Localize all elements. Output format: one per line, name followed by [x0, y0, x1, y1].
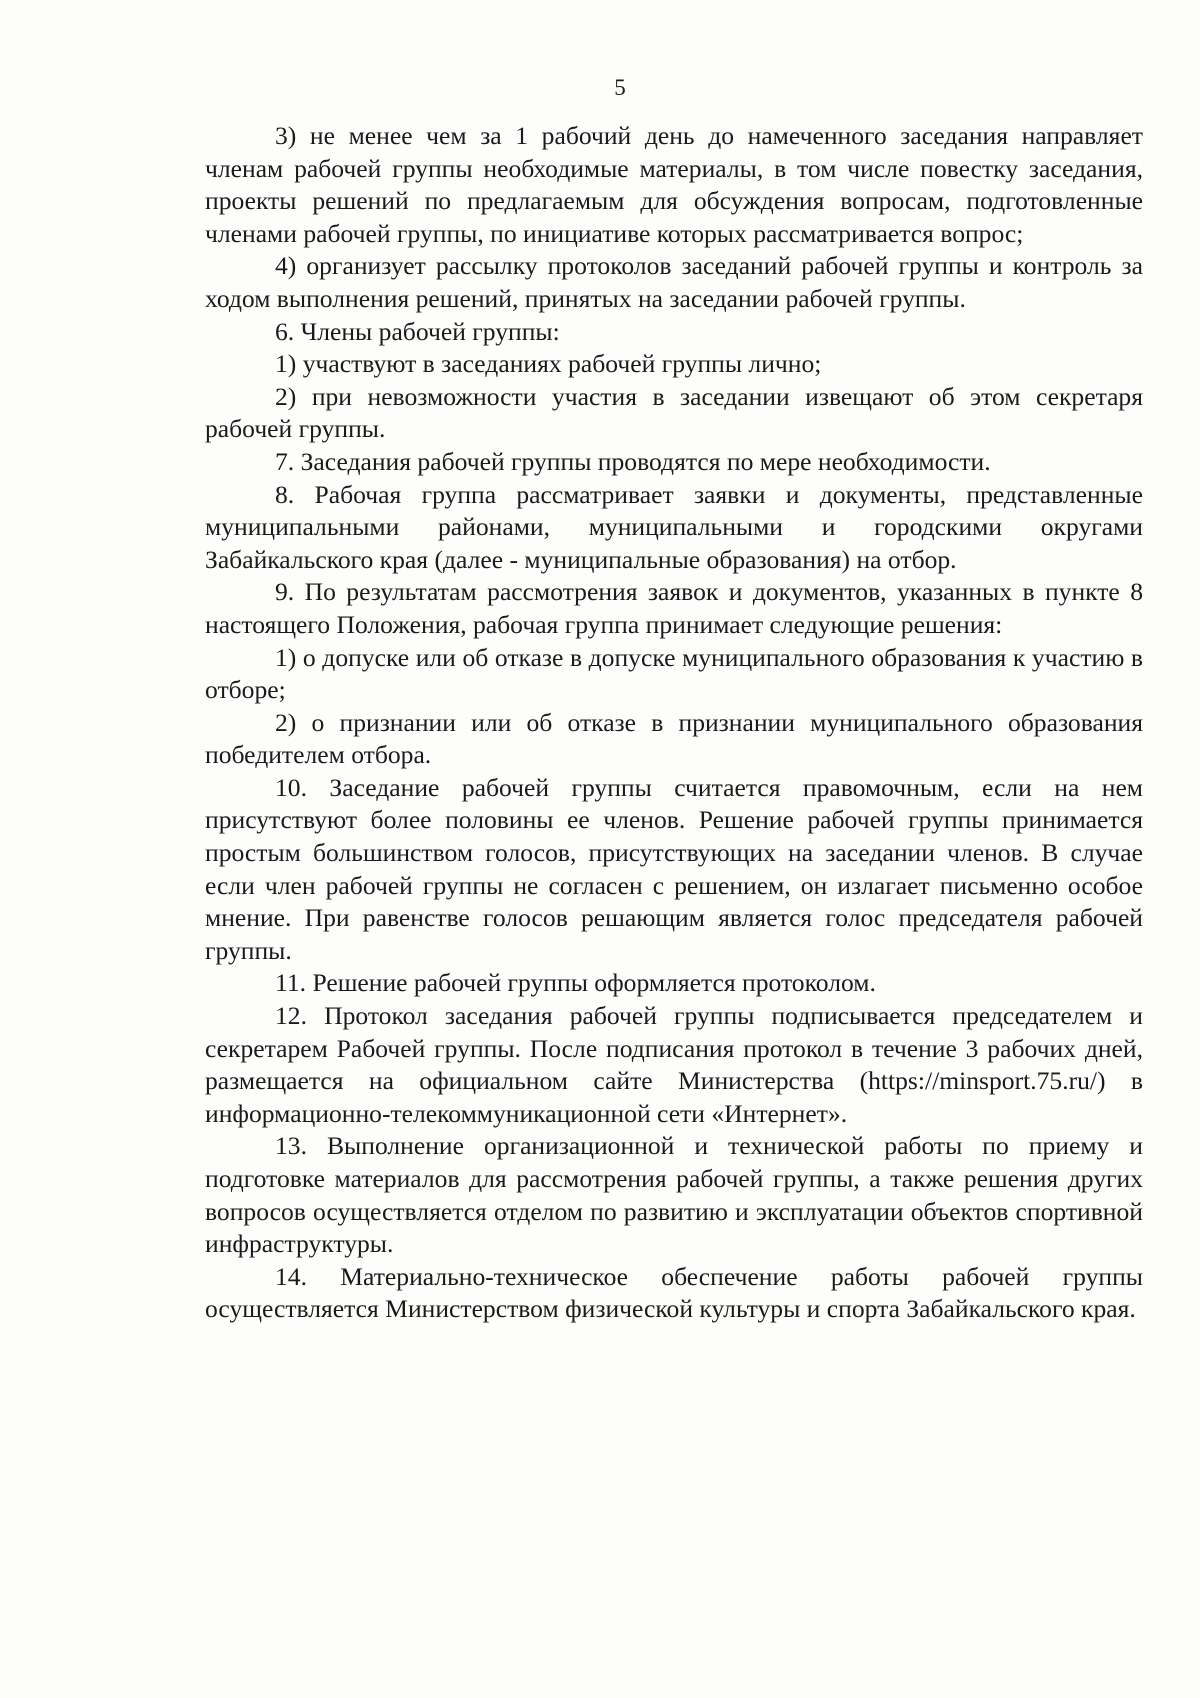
paragraph-item-3: 3) не менее чем за 1 рабочий день до намеченного заседания направляет членам рабочей группы необходимые материалы, в том числе повестку заседания, проекты решений по предлагаемым для обсуждения вопросам, подготовленные членами рабочей группы, по инициативе которых рассматривается вопрос; — [205, 121, 1143, 248]
paragraph-section-6: 6. Члены рабочей группы: — [275, 316, 560, 346]
paragraph-section-9-item-2: 2) о признании или об отказе в признании муниципального образования победителем отбора. — [205, 707, 1143, 770]
paragraph-section-6-item-1: 1) участвуют в заседаниях рабочей группы лично; — [275, 349, 822, 379]
paragraph-section-7: 7. Заседания рабочей группы проводятся по мере необходимости. — [275, 446, 991, 476]
document-body — [205, 120, 1143, 1326]
paragraph-section-12: 12. Протокол заседания рабочей группы подписывается председателем и секретарем Рабочей группы. После подписания протокол в течение 3 рабочих дней, размещается на официальном сайте Министерства (https://minsport.75.ru/) в информационно-телекоммуникационной сети «Интернет». — [205, 1001, 1143, 1128]
page-number: 5 — [614, 75, 626, 100]
paragraph-section-6-item-2: 2) при невозможности участия в заседании извещают об этом секретаря рабочей группы. — [205, 381, 1143, 444]
paragraph-item-4: 4) организует рассылку протоколов заседаний рабочей группы и контроль за ходом выполнения решений, принятых на заседании рабочей группы. — [205, 251, 1143, 313]
paragraph-section-10: 10. Заседание рабочей группы считается правомочным, если на нем присутствуют более половины ее членов. Решение рабочей группы принимается простым большинством голосов, присутствующих на заседании членов. В случае если член рабочей группы не согласен с решением, он излагает письменно особое мнение. При равенстве голосов решающим является голос председателя рабочей группы. — [205, 772, 1143, 965]
paragraph-section-14: 14. Материально-техническое обеспечение работы рабочей группы осуществляется Министерством физической культуры и спорта Забайкальского края. — [205, 1261, 1143, 1324]
paragraph-section-11: 11. Решение рабочей группы оформляется протоколом. — [275, 968, 876, 998]
paragraph-section-8: 8. Рабочая группа рассматривает заявки и документы, представленные муниципальными районами, муниципальными и городскими округами Забайкальского края (далее - муниципальные образования) на отбор. — [205, 479, 1143, 574]
paragraph-section-9: 9. По результатам рассмотрения заявок и документов, указанных в пункте 8 настоящего Положения, рабочая группа принимает следующие решения: — [205, 577, 1143, 639]
paragraph-section-13: 13. Выполнение организационной и технической работы по приему и подготовке материалов для рассмотрения рабочей группы, а также решения других вопросов осуществляется отделом по развитию и эксплуатации объектов спортивной инфраструктуры. — [205, 1131, 1143, 1259]
paragraph-section-9-item-1: 1) о допуске или об отказе в допуске муниципального образования к участию в отборе; — [205, 642, 1143, 705]
